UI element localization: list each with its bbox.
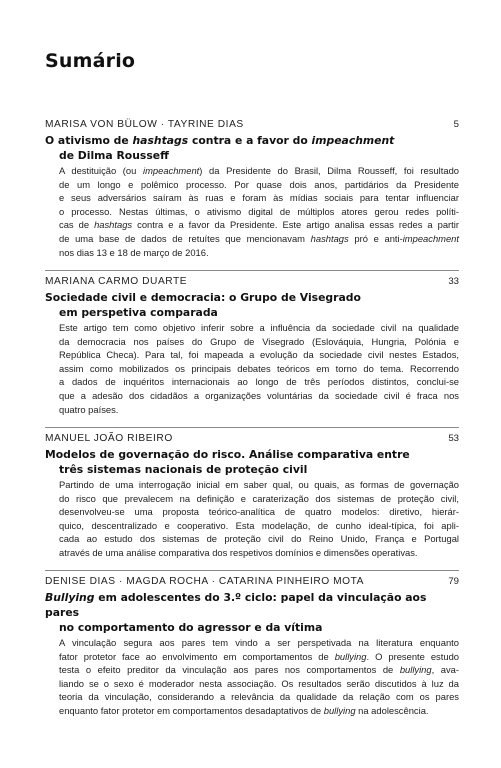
abstract-text: , ava- bbox=[431, 664, 459, 676]
abstract-text: cas de bbox=[59, 219, 95, 231]
entry-abstract bbox=[45, 478, 459, 560]
entry-authors: MARIANA CARMO DUARTE bbox=[45, 276, 188, 287]
abstract-line bbox=[59, 492, 459, 506]
abstract-text: testa o efeito preditor da vinculação aos pares nos comportamentos de bbox=[59, 664, 400, 676]
abstract-text: e seus adversários saíram às ruas e foram às mídias sociais para tentar influenciar bbox=[59, 192, 459, 204]
title-text: Modelos de governação do risco. Análise comparativa entre bbox=[45, 448, 410, 461]
toc-entry-4 bbox=[45, 575, 459, 718]
title-text-italic: Bullying bbox=[45, 591, 95, 604]
abstract-line bbox=[59, 348, 459, 362]
abstract-text: teoria da vinculação, considerando a relevância da qualidade da relação com os pares bbox=[59, 691, 459, 703]
entry-header bbox=[45, 432, 459, 445]
entry-divider bbox=[45, 270, 459, 271]
abstract-line bbox=[59, 532, 459, 546]
entry-divider bbox=[45, 570, 459, 571]
entry-page-number: 53 bbox=[448, 433, 459, 444]
abstract-text-italic: hashtags bbox=[310, 232, 349, 244]
abstract-line bbox=[59, 403, 459, 417]
abstract-line bbox=[59, 704, 459, 718]
abstract-line bbox=[59, 362, 459, 376]
abstract-text: contra e a favor da Presidente. Este artigo analisa essas redes a partir bbox=[132, 219, 459, 231]
abstract-text: do risco que prevalecem na definição e caraterização dos sistemas de proteção civil, bbox=[59, 492, 459, 504]
abstract-text: Este artigo tem como objetivo inferir sobre a influência da sociedade civil na qualidade bbox=[59, 322, 459, 333]
abstract-text: na adolescência. bbox=[355, 704, 429, 716]
entry-title bbox=[45, 133, 459, 163]
entry-header bbox=[45, 575, 459, 588]
abstract-line bbox=[59, 191, 459, 205]
abstract-line bbox=[59, 505, 459, 519]
abstract-line bbox=[59, 478, 459, 492]
abstract-line bbox=[59, 546, 459, 560]
entry-abstract bbox=[45, 164, 459, 259]
entry-page-number: 79 bbox=[448, 576, 459, 587]
entry-header bbox=[45, 118, 459, 131]
abstract-text: quico, descentralizado e cooperativo. Esta modelação, de cunho ideal-típica, foi apli- bbox=[59, 519, 459, 531]
abstract-text: cada ao estudo dos sistemas de proteção civil do Reino Unido, França e Portugal bbox=[59, 533, 459, 545]
title-text: contra e a favor do bbox=[188, 134, 312, 147]
abstract-text: pró e anti- bbox=[348, 232, 403, 244]
abstract-line bbox=[59, 636, 459, 650]
abstract-text: a dados de inquéritos internacionais ao longo de três períodos distintos, conclui-se bbox=[59, 376, 459, 388]
abstract-text: de uma base de dados de retuítes que mencionavam bbox=[59, 232, 311, 244]
abstract-text: desenvolveu-se uma proposta teórico-analítica de quatro modelos: diretivo, hierár- bbox=[59, 506, 459, 518]
abstract-text: ) da Presidente do Brasil, Dilma Rousseff, foi resultado bbox=[199, 165, 460, 176]
abstract-text-italic: hashtags bbox=[94, 219, 133, 231]
abstract-text: que a adesão dos cidadãos a organizações voluntárias da sociedade civil é fraca nos bbox=[59, 389, 459, 401]
abstract-text: fator protetor face ao envolvimento em comportamentos de bbox=[59, 650, 335, 662]
abstract-text: República Checa). Para tal, foi mapeada a evolução da sociedade civil nestes Estados, bbox=[59, 349, 459, 361]
abstract-text: assim como mobilizados os principais debates teóricos em torno do tema. Recorrendo bbox=[59, 362, 459, 374]
entry-title bbox=[45, 290, 459, 320]
abstract-text: enquanto fator protetor em comportamentos desadaptativos de bbox=[59, 704, 324, 716]
abstract-line bbox=[59, 205, 459, 219]
title-text: O ativismo de bbox=[45, 134, 133, 147]
abstract-line bbox=[59, 690, 459, 704]
entry-page-number: 33 bbox=[448, 276, 459, 287]
abstract-text: através de uma análise comparativa dos respetivos domínios e dimensões operativas. bbox=[59, 546, 418, 558]
toc-entry-3 bbox=[45, 432, 459, 560]
abstract-text-italic: impeachment bbox=[143, 165, 200, 176]
entry-header bbox=[45, 275, 459, 288]
abstract-text-italic: bullying bbox=[323, 704, 356, 716]
title-continuation: de Dilma Rousseff bbox=[59, 149, 169, 162]
abstract-text: nos dias 13 e 18 de março de 2016. bbox=[59, 246, 209, 258]
title-text: Sociedade civil e democracia: o Grupo de Visegrado bbox=[45, 291, 361, 304]
entry-title bbox=[45, 447, 459, 477]
title-continuation: três sistemas nacionais de proteção civil bbox=[59, 463, 308, 476]
abstract-line bbox=[59, 335, 459, 349]
abstract-text: de um longo e polêmico processo. Por quase dois anos, partidários da Presidente bbox=[59, 178, 459, 190]
abstract-line bbox=[59, 321, 459, 335]
abstract-line bbox=[59, 375, 459, 389]
abstract-text-italic: bullying bbox=[399, 664, 432, 676]
abstract-line bbox=[59, 650, 459, 664]
abstract-line bbox=[59, 178, 459, 192]
abstract-line bbox=[59, 519, 459, 533]
toc-entry-1 bbox=[45, 118, 459, 259]
abstract-line bbox=[59, 246, 459, 260]
abstract-line bbox=[59, 232, 459, 246]
title-continuation: no comportamento do agressor e da vítima bbox=[59, 621, 323, 634]
entry-abstract bbox=[45, 636, 459, 718]
abstract-text: . O presente estudo bbox=[366, 650, 459, 662]
entry-page-number: 5 bbox=[453, 119, 459, 130]
entry-authors: DENISE DIAS · MAGDA ROCHA · CATARINA PINHEIRO MOTA bbox=[45, 576, 365, 587]
title-text-italic: hashtags bbox=[132, 134, 189, 147]
abstract-text: A destituição (ou bbox=[59, 165, 143, 176]
abstract-line bbox=[59, 218, 459, 232]
abstract-text: A vinculação segura aos pares tem vindo a ser perspetivada na literatura enquanto bbox=[59, 637, 459, 648]
abstract-line bbox=[59, 677, 459, 691]
entry-authors: MANUEL JOÃO RIBEIRO bbox=[45, 433, 173, 444]
entry-abstract bbox=[45, 321, 459, 416]
abstract-text: o processo. Nestas últimas, o ativismo digital de múltiplos atores gerou redes políti- bbox=[59, 205, 459, 217]
abstract-text-italic: impeachment bbox=[402, 232, 459, 244]
abstract-text: da democracia nos países do Grupo de Visegrado (Eslováquia, Hungria, Polónia e bbox=[59, 335, 459, 347]
abstract-text: liando se o sexo é moderador nesta associação. Os resultados serão discutidos à luz da bbox=[59, 677, 459, 689]
abstract-line bbox=[59, 663, 459, 677]
entry-title bbox=[45, 590, 459, 635]
toc-entry-2 bbox=[45, 275, 459, 416]
abstract-text-italic: bullying bbox=[334, 650, 367, 662]
abstract-line bbox=[59, 164, 459, 178]
page-title: Sumário bbox=[45, 50, 136, 72]
entry-authors: MARISA VON BÜLOW · TAYRINE DIAS bbox=[45, 119, 244, 130]
title-text-italic: impeachment bbox=[311, 134, 395, 147]
entry-divider bbox=[45, 427, 459, 428]
abstract-text: quatro países. bbox=[59, 403, 119, 415]
abstract-text: Partindo de uma interrogação inicial em saber qual, ou quais, as formas de governação bbox=[59, 479, 459, 490]
title-text: em adolescentes do 3.º ciclo: papel da vinculação aos pares bbox=[45, 591, 427, 619]
title-continuation: em perspetiva comparada bbox=[59, 306, 218, 319]
abstract-line bbox=[59, 389, 459, 403]
